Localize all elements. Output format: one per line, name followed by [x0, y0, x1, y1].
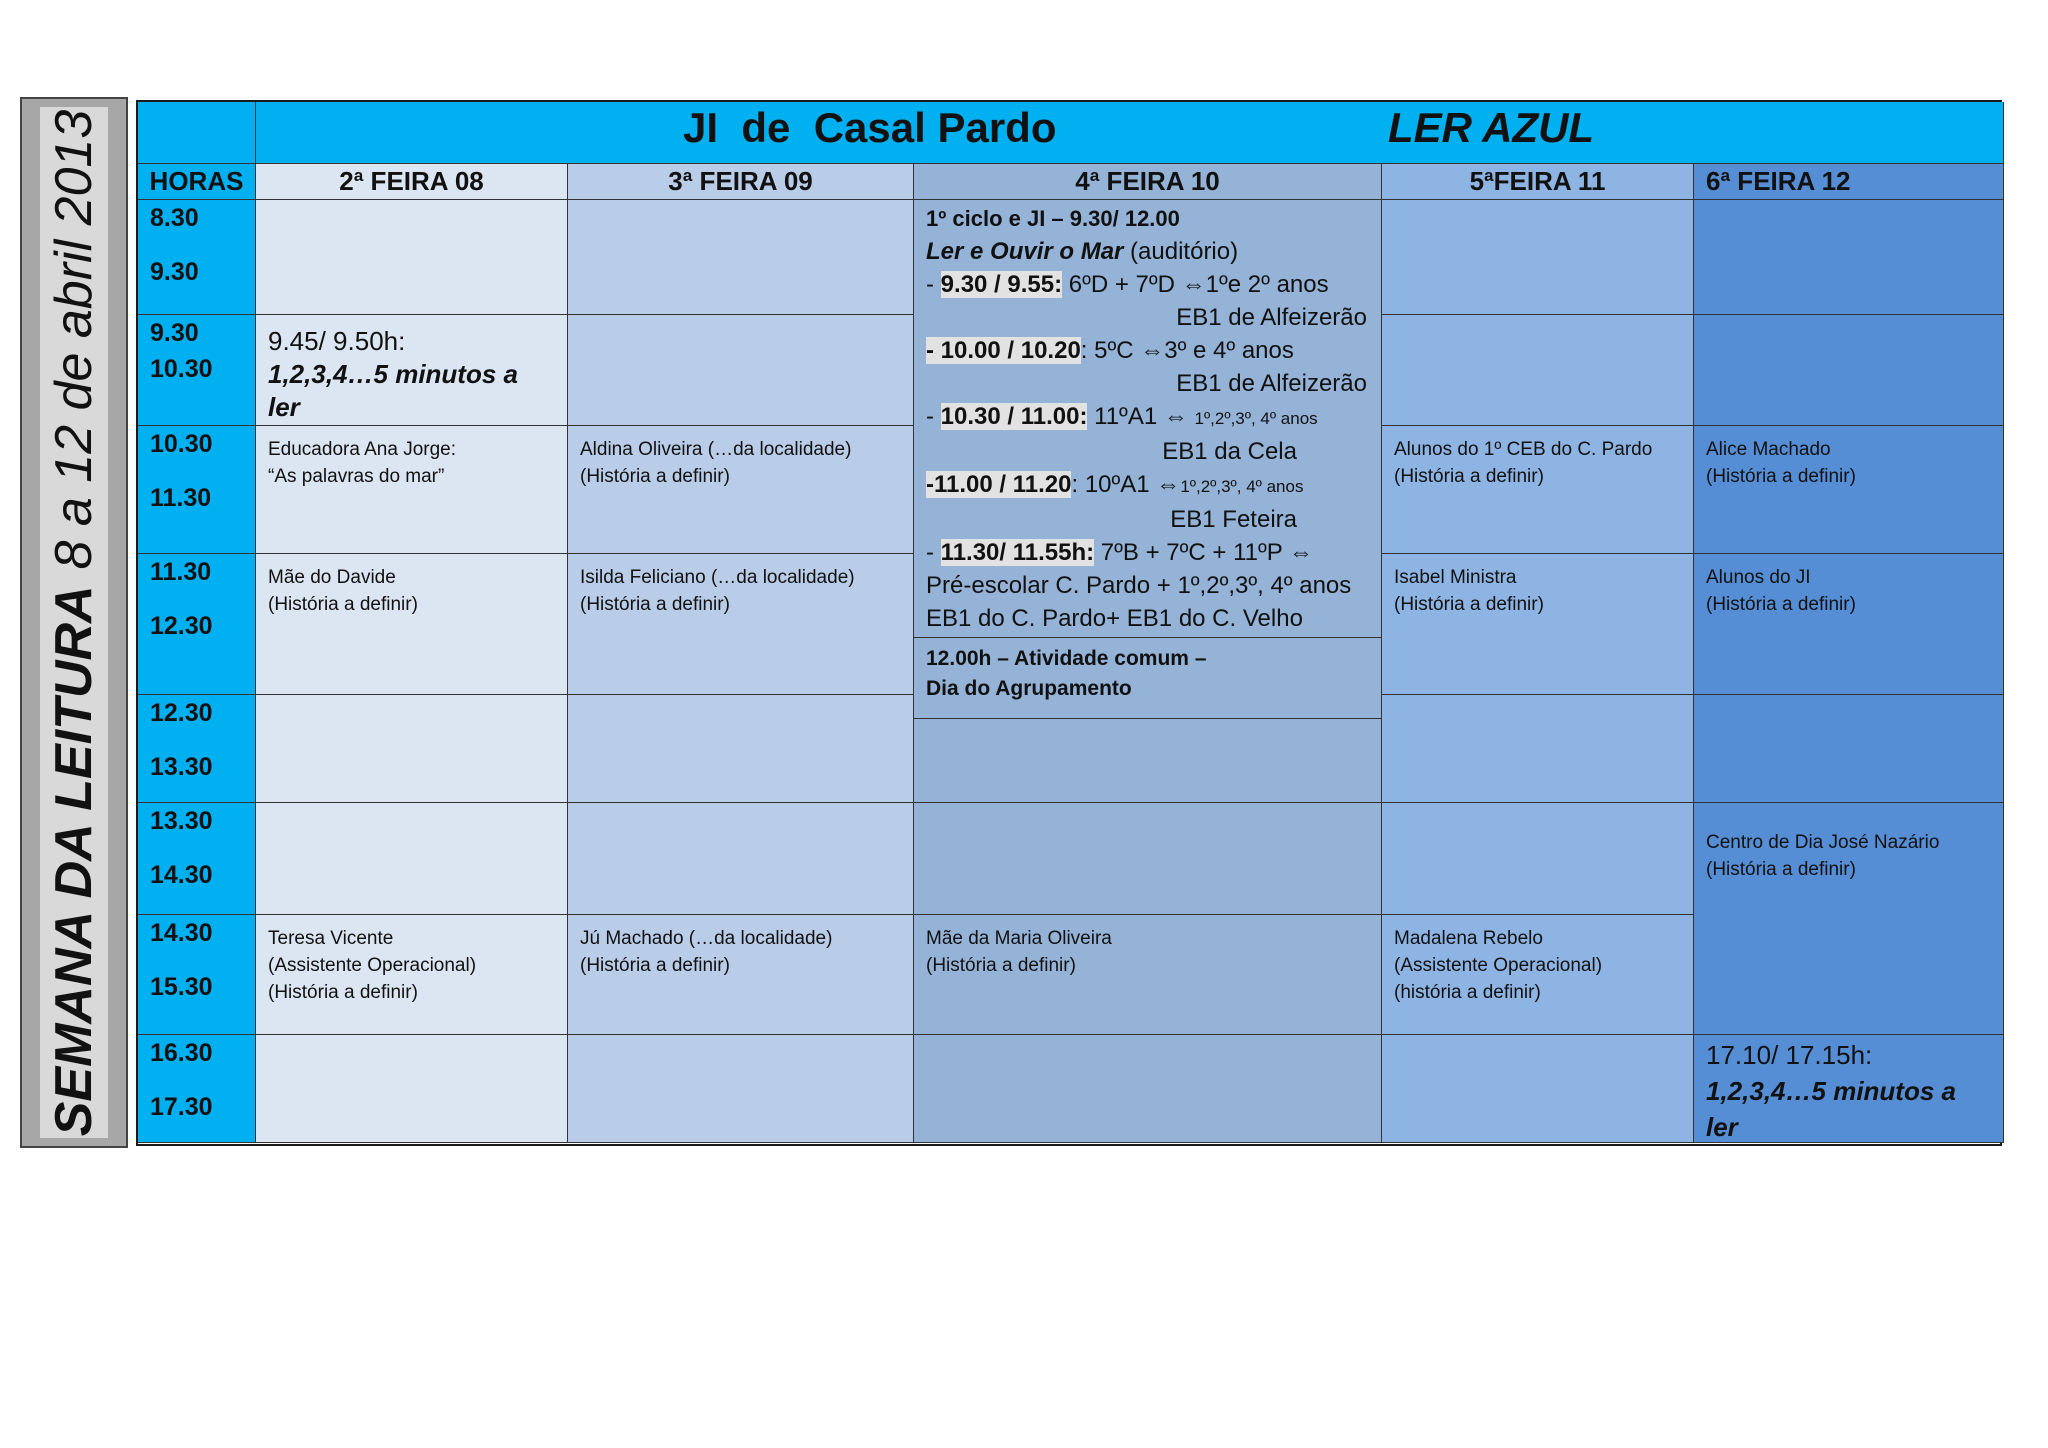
hour-end: 12.30: [150, 612, 213, 640]
wed-slot: [914, 1035, 1382, 1143]
event-line: (História a definir): [1394, 594, 1544, 615]
hour-start: 16.30: [150, 1039, 213, 1067]
event-line: (Assistente Operacional): [1394, 955, 1603, 976]
session-time: 10.30 / 11.00:: [940, 403, 1088, 430]
session-time: - 10.00 / 10.20: [926, 337, 1081, 364]
event-line: (história a definir): [1394, 982, 1541, 1003]
fri-slot: [1694, 200, 2004, 315]
event-line: Alice Machado: [1706, 439, 1831, 460]
session-time: 9.30 / 9.55:: [940, 271, 1063, 298]
wed-program-cell: [914, 200, 1382, 803]
thu-slot: [1382, 1035, 1694, 1143]
side-banner-text: [29, 109, 119, 1136]
hours-cell: [138, 554, 256, 695]
event-line: Isabel Ministra: [1394, 567, 1517, 588]
wed-program-name: Ler e Ouvir o Mar: [926, 238, 1124, 265]
page-theme: LER AZUL: [1388, 104, 1595, 151]
hour-end: 13.30: [150, 753, 213, 781]
hour-end: 9.30: [150, 258, 199, 286]
schedule-table: [136, 100, 2002, 1146]
fri-reading-text: 1,2,3,4…5 minutos a ler: [1706, 1076, 1956, 1142]
side-banner-inner: [40, 107, 108, 1138]
thu-slot-event: [1382, 554, 1694, 695]
hour-start: 13.30: [150, 807, 213, 835]
mon-slot: [256, 1035, 568, 1143]
col-header-tue: 3ª FEIRA 09: [568, 164, 914, 200]
session-school: EB1 de Alfeizerão: [1176, 370, 1367, 397]
thu-slot: [1382, 803, 1694, 915]
fri-slot-reading: [1694, 1035, 2004, 1143]
event-line: (História a definir): [580, 594, 730, 615]
tue-slot-event: [568, 554, 914, 695]
hour-start: 14.30: [150, 919, 213, 947]
hour-end: 10.30: [150, 355, 213, 383]
tue-slot: [568, 315, 914, 426]
session-school: EB1 Feteira: [1170, 506, 1297, 533]
session-groups: 11ºA1 ⇔: [1087, 403, 1195, 430]
session-time-text: 11.00 / 11.20: [934, 471, 1072, 498]
session-groups: 6ºD + 7ºD ⇔1ºe 2º anos: [1062, 271, 1329, 298]
session-groups: : 5ºC ⇔3º e 4º anos: [1080, 337, 1294, 364]
event-line: (História a definir): [1706, 859, 1856, 880]
session-time-text: 10.00 / 10.20: [940, 337, 1081, 364]
tue-slot: [568, 803, 914, 915]
fri-slot-event: [1694, 554, 2004, 695]
title-bar: [256, 102, 2004, 164]
event-line: Alunos do 1º CEB do C. Pardo: [1394, 439, 1653, 460]
thu-slot-event: [1382, 915, 1694, 1035]
mon-slot: [256, 803, 568, 915]
col-header-thu: 5ªFEIRA 11: [1382, 164, 1694, 200]
wed-slot-event: [914, 915, 1382, 1035]
col-header-mon: 2ª FEIRA 08: [256, 164, 568, 200]
mon-slot: [256, 200, 568, 315]
hour-end: 17.30: [150, 1093, 213, 1121]
wed-empty-slot: [914, 718, 1381, 802]
session-groups-line: Pré-escolar C. Pardo + 1º,2º,3º, 4º anos: [926, 572, 1352, 599]
event-line: Alunos do JI: [1706, 567, 1811, 588]
event-line: (Assistente Operacional): [268, 955, 477, 976]
hour-start: 12.30: [150, 699, 213, 727]
event-line: Mãe da Maria Oliveira: [926, 928, 1112, 949]
wed-program-subtitle: [926, 235, 1369, 268]
session-groups-small: 1º,2º,3º, 4º anos: [1180, 477, 1304, 496]
col-header-fri: 6ª FEIRA 12: [1694, 164, 2004, 200]
event-line: Teresa Vicente: [268, 928, 394, 949]
session-groups-small: 1º,2º,3º, 4º anos: [1194, 409, 1318, 428]
wed-session: - 10.30 / 11.00: 11ºA1 ⇔ 1º,2º,3º, 4º anos: [926, 403, 1318, 430]
event-line: (História a definir): [268, 594, 418, 615]
event-line: (História a definir): [926, 955, 1076, 976]
hour-start: 8.30: [150, 204, 199, 232]
wed-session: [926, 334, 1369, 367]
tue-slot-event: [568, 915, 914, 1035]
fri-slot-event: [1694, 803, 2004, 1035]
event-line: (História a definir): [580, 955, 730, 976]
wed-session: - 9.30 / 9.55: 6ºD + 7ºD ⇔1ºe 2º anos: [926, 271, 1329, 298]
banner-title: SEMANA DA LEITURA: [45, 584, 103, 1136]
wed-common-activity: [914, 637, 1381, 710]
mon-slot: [256, 695, 568, 803]
event-line: (História a definir): [580, 466, 730, 487]
wed-program: [914, 200, 1381, 637]
hours-cell: [138, 315, 256, 426]
session-groups: 7ºB + 7ºC + 11ºP ⇔: [1094, 539, 1313, 566]
hour-start: 9.30: [150, 319, 199, 347]
hours-cell: [138, 1035, 256, 1143]
event-line: Aldina Oliveira (…da localidade): [580, 439, 852, 460]
hour-end: 14.30: [150, 861, 213, 889]
event-line: “As palavras do mar”: [268, 466, 445, 487]
hour-start: 11.30: [150, 558, 212, 586]
event-line: (História a definir): [1706, 594, 1856, 615]
banner-dates: 8 a 12 de abril 2013: [45, 109, 103, 569]
fri-slot: [1694, 695, 2004, 803]
event-line: (História a definir): [1706, 466, 1856, 487]
hour-end: 15.30: [150, 973, 213, 1001]
hours-cell: [138, 200, 256, 315]
hour-start: 10.30: [150, 430, 213, 458]
mon-reading-text: 1,2,3,4…5 minutos a ler: [268, 359, 518, 422]
col-header-hours: HORAS: [138, 164, 256, 200]
wed-slot: [914, 803, 1382, 915]
thu-slot: [1382, 200, 1694, 315]
mon-slot-event: [256, 915, 568, 1035]
session-school: EB1 de Alfeizerão: [1176, 304, 1367, 331]
fri-slot-event: [1694, 426, 2004, 554]
mon-slot-reading: [256, 315, 568, 426]
mon-slot-event: [256, 426, 568, 554]
col-header-wed: 4ª FEIRA 10: [914, 164, 1382, 200]
hours-cell: [138, 915, 256, 1035]
title-corner-cell: [138, 102, 256, 164]
mon-slot-event: [256, 554, 568, 695]
common-activity-line: Dia do Agrupamento: [926, 677, 1132, 700]
wed-program-venue: (auditório): [1123, 238, 1239, 265]
tue-slot: [568, 200, 914, 315]
hours-cell: [138, 803, 256, 915]
fri-reading-time: 17.10/ 17.15h:: [1706, 1040, 1873, 1070]
thu-slot: [1382, 315, 1694, 426]
event-line: (História a definir): [1394, 466, 1544, 487]
session-groups-line: EB1 do C. Pardo+ EB1 do C. Velho: [926, 605, 1303, 632]
event-line: Educadora Ana Jorge:: [268, 439, 457, 460]
session-time: 11.30/ 11.55h:: [940, 539, 1095, 566]
hour-end: 11.30: [150, 484, 212, 512]
thu-slot-event: [1382, 426, 1694, 554]
fri-slot: [1694, 315, 2004, 426]
wed-session: [926, 468, 1369, 503]
event-line: Mãe do Davide: [268, 567, 396, 588]
event-line: Madalena Rebelo: [1394, 928, 1543, 949]
event-line: Centro de Dia José Nazário: [1706, 832, 1940, 853]
wed-session: - 11.30/ 11.55h: 7ºB + 7ºC + 11ºP ⇔: [926, 539, 1313, 566]
session-time: -11.00 / 11.20: [926, 471, 1072, 498]
tue-slot: [568, 1035, 914, 1143]
hours-cell: [138, 695, 256, 803]
mon-reading-time: 9.45/ 9.50h:: [268, 326, 406, 356]
event-line: Jú Machado (…da localidade): [580, 928, 833, 949]
session-school: EB1 da Cela: [1162, 438, 1297, 465]
wed-program-heading: 1º ciclo e JI – 9.30/ 12.00: [926, 206, 1180, 231]
session-groups: : 10ºA1 ⇔: [1071, 471, 1181, 498]
event-line: Isilda Feliciano (…da localidade): [580, 567, 855, 588]
event-line: (História a definir): [268, 982, 418, 1003]
hours-cell: [138, 426, 256, 554]
tue-slot-event: [568, 426, 914, 554]
side-banner: [20, 97, 128, 1148]
common-activity-line: 12.00h – Atividade comum –: [926, 647, 1207, 670]
page-title: JI de Casal Pardo: [683, 104, 1057, 151]
tue-slot: [568, 695, 914, 803]
thu-slot: [1382, 695, 1694, 803]
